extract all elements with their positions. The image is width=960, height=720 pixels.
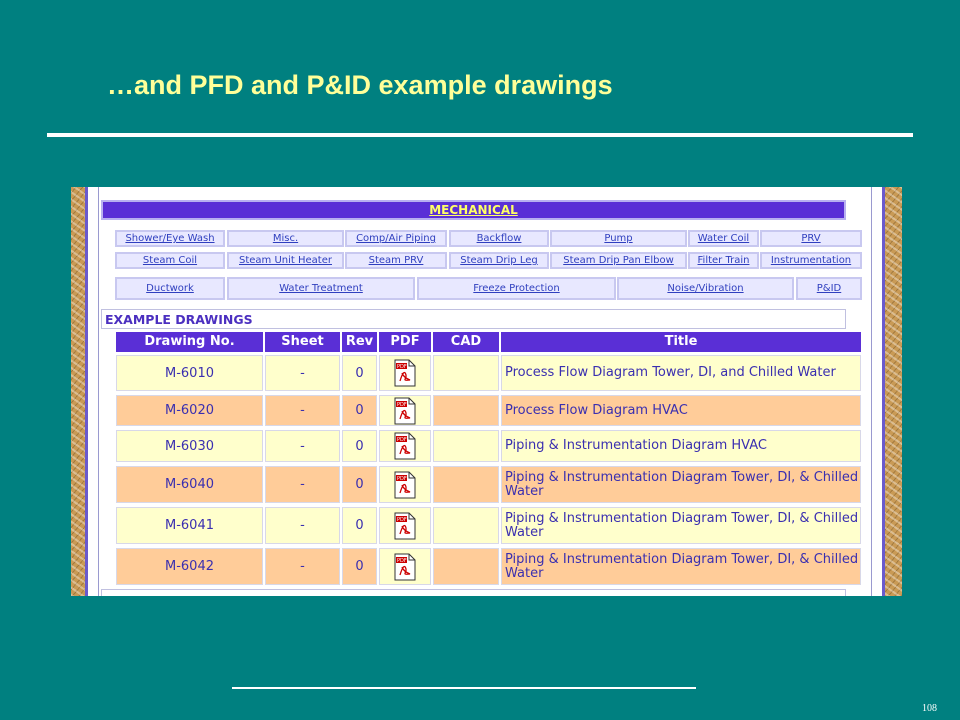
cell-pdf <box>379 355 431 391</box>
nav-link-steam-unit-heater[interactable]: Steam Unit Heater <box>227 252 344 269</box>
nav-link-noise-vibration[interactable]: Noise/Vibration <box>617 277 794 300</box>
cell-drawing-no: M-6010 <box>116 355 263 391</box>
cell-cad <box>433 430 499 462</box>
nav-link-pid[interactable]: P&ID <box>796 277 862 300</box>
cell-rev: 0 <box>342 548 377 585</box>
nav-link-comp-air-piping[interactable]: Comp/Air Piping <box>345 230 447 247</box>
footer-divider <box>232 687 696 689</box>
cell-title: Piping & Instrumentation Diagram Tower, DI, & Chilled Water <box>501 466 861 503</box>
svg-text:PDF: PDF <box>397 401 407 408</box>
col-header-drawing-no: Drawing No. <box>116 332 263 352</box>
pdf-file-icon[interactable] <box>394 397 416 425</box>
svg-text:PDF: PDF <box>397 475 407 482</box>
cell-pdf <box>379 548 431 585</box>
nav-link-misc[interactable]: Misc. <box>227 230 344 247</box>
cell-title: Piping & Instrumentation Diagram HVAC <box>501 430 861 462</box>
cell-pdf <box>379 430 431 462</box>
svg-text:PDF: PDF <box>397 557 407 564</box>
nav-link-instrumentation[interactable]: Instrumentation <box>760 252 862 269</box>
cell-sheet: - <box>265 395 340 426</box>
cell-cad <box>433 507 499 544</box>
nav-link-backflow[interactable]: Backflow <box>449 230 549 247</box>
cell-title: Process Flow Diagram Tower, DI, and Chilled Water <box>501 355 861 391</box>
cell-title: Piping & Instrumentation Diagram Tower, DI, & Chilled Water <box>501 507 861 544</box>
table-caption: EXAMPLE DRAWINGS <box>101 309 846 329</box>
cell-title: Piping & Instrumentation Diagram Tower, DI, & Chilled Water <box>501 548 861 585</box>
nav-link-shower-eye-wash[interactable]: Shower/Eye Wash <box>115 230 225 247</box>
website-screenshot <box>71 187 902 596</box>
pdf-file-icon[interactable] <box>394 471 416 499</box>
pdf-file-icon[interactable] <box>394 432 416 460</box>
title-divider <box>47 133 913 137</box>
nav-link-filter-train[interactable]: Filter Train <box>688 252 759 269</box>
nav-link-steam-drip-leg[interactable]: Steam Drip Leg <box>449 252 549 269</box>
section-header[interactable]: MECHANICAL <box>101 200 846 220</box>
table-footer-row <box>101 589 846 596</box>
cell-cad <box>433 466 499 503</box>
cell-cad <box>433 355 499 391</box>
cell-pdf <box>379 395 431 426</box>
svg-text:PDF: PDF <box>397 516 407 523</box>
cell-drawing-no: M-6020 <box>116 395 263 426</box>
cell-title: Process Flow Diagram HVAC <box>501 395 861 426</box>
cell-cad <box>433 395 499 426</box>
pdf-file-icon[interactable] <box>394 553 416 581</box>
nav-link-prv[interactable]: PRV <box>760 230 862 247</box>
col-header-rev: Rev <box>342 332 377 352</box>
col-header-title: Title <box>501 332 861 352</box>
nav-link-pump[interactable]: Pump <box>550 230 687 247</box>
col-header-sheet: Sheet <box>265 332 340 352</box>
nav-link-ductwork[interactable]: Ductwork <box>115 277 225 300</box>
svg-text:PDF: PDF <box>397 437 407 443</box>
pdf-file-icon[interactable] <box>394 512 416 540</box>
nav-link-steam-coil[interactable]: Steam Coil <box>115 252 225 269</box>
pdf-file-icon[interactable] <box>394 359 416 387</box>
cell-rev: 0 <box>342 507 377 544</box>
cell-pdf <box>379 466 431 503</box>
nav-link-steam-drip-pan-elbow[interactable]: Steam Drip Pan Elbow <box>550 252 687 269</box>
cell-rev: 0 <box>342 430 377 462</box>
nav-link-steam-prv[interactable]: Steam PRV <box>345 252 447 269</box>
svg-text:PDF: PDF <box>397 364 407 370</box>
cell-rev: 0 <box>342 466 377 503</box>
cell-cad <box>433 548 499 585</box>
nav-link-water-treatment[interactable]: Water Treatment <box>227 277 415 300</box>
cell-sheet: - <box>265 430 340 462</box>
slide-title: …and PFD and P&ID example drawings <box>107 70 613 100</box>
cell-drawing-no: M-6042 <box>116 548 263 585</box>
nav-link-water-coil[interactable]: Water Coil <box>688 230 759 247</box>
cell-drawing-no: M-6041 <box>116 507 263 544</box>
cell-pdf <box>379 507 431 544</box>
page-number: 108 <box>922 703 937 714</box>
nav-link-freeze-protection[interactable]: Freeze Protection <box>417 277 616 300</box>
cell-rev: 0 <box>342 355 377 391</box>
col-header-cad: CAD <box>433 332 499 352</box>
cell-sheet: - <box>265 355 340 391</box>
cell-sheet: - <box>265 548 340 585</box>
col-header-pdf: PDF <box>379 332 431 352</box>
cell-sheet: - <box>265 507 340 544</box>
cell-rev: 0 <box>342 395 377 426</box>
cell-drawing-no: M-6040 <box>116 466 263 503</box>
cell-sheet: - <box>265 466 340 503</box>
cell-drawing-no: M-6030 <box>116 430 263 462</box>
